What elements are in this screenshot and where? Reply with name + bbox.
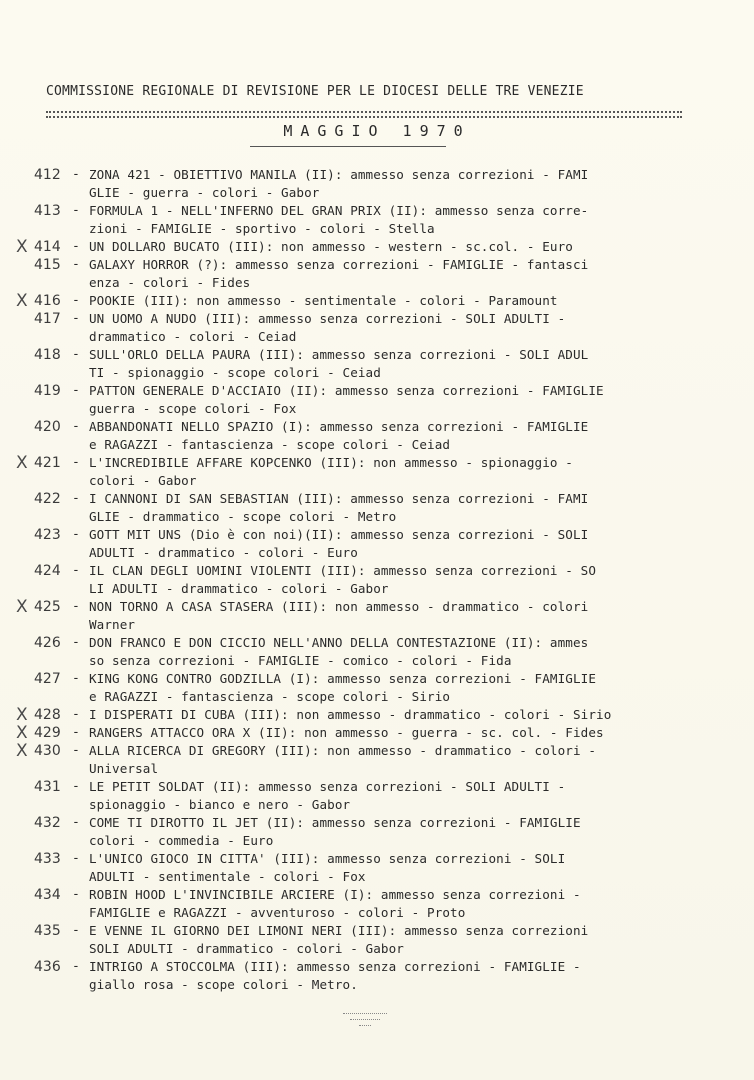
handwritten-x-mark: X [16,453,28,473]
entry-dash: - [72,815,80,830]
entry-number: 436 [34,959,61,975]
entry-number: 434 [34,887,61,903]
entry-dash: - [72,455,80,470]
entry-number: 416 [34,293,61,309]
entry-text: ABBANDONATI NELLO SPAZIO (I): ammesso senza correzioni - FAMIGLIE e RAGAZZI - fantascienza - scope colori - Ceiad [89,419,589,452]
entry-dash: - [72,923,80,938]
entry-number: 427 [34,671,61,687]
entry-text: ALLA RICERCA DI GREGORY (III): non ammesso - drammatico - colori - Universal [89,743,597,776]
entry-text: L'INCREDIBILE AFFARE KOPCENKO (III): non ammesso - spionaggio - colori - Gabor [89,455,573,488]
entry-number: 419 [34,383,61,399]
entry-text: FORMULA 1 - NELL'INFERNO DEL GRAN PRIX (II): ammesso senza corre- zioni - FAMIGLIE - sportivo - colori - Stella [89,203,589,236]
title-rule [46,116,682,118]
entry-text: L'UNICO GIOCO IN CITTA' (III): ammesso senza correzioni - SOLI ADULTI - sentimentale - colori - Fox [89,851,566,884]
document-title: COMMISSIONE REGIONALE DI REVISIONE PER LE DIOCESI DELLE TRE VENEZIE [46,84,584,99]
entry-dash: - [72,527,80,542]
entry-text: I DISPERATI DI CUBA (III): non ammesso - drammatico - colori - Sirio [89,707,612,722]
entry-dash: - [72,203,80,218]
entry-dash: - [72,671,80,686]
handwritten-x-mark: X [16,705,28,725]
entry-number: 423 [34,527,61,543]
entry-number: 435 [34,923,61,939]
entry-dash: - [72,635,80,650]
entry-text: I CANNONI DI SAN SEBASTIAN (III): ammesso senza correzioni - FAMI GLIE - drammatico - scope colori - Metro [89,491,589,524]
entry-number: 429 [34,725,61,741]
entry-number: 412 [34,167,61,183]
entry-text: E VENNE IL GIORNO DEI LIMONI NERI (III): ammesso senza correzioni SOLI ADULTI - drammatico - colori - Gabor [89,923,589,956]
entry-number: 418 [34,347,61,363]
entry-text: INTRIGO A STOCCOLMA (III): ammesso senza correzioni - FAMIGLIE - giallo rosa - scope colori - Metro. [89,959,581,992]
entry-text: KING KONG CONTRO GODZILLA (I): ammesso senza correzioni - FAMIGLIE e RAGAZZI - fantascienza - scope colori - Sirio [89,671,597,704]
entry-text: POOKIE (III): non ammesso - sentimentale - colori - Paramount [89,293,558,308]
entry-dash: - [72,563,80,578]
entry-text: COME TI DIROTTO IL JET (II): ammesso senza correzioni - FAMIGLIE colori - commedia - Euro [89,815,581,848]
entry-text: IL CLAN DEGLI UOMINI VIOLENTI (III): ammesso senza correzioni - SO LI ADULTI - drammatico - colori - Gabor [89,563,597,596]
entry-dash: - [72,347,80,362]
entry-text: GOTT MIT UNS (Dio è con noi)(II): ammesso senza correzioni - SOLI ADULTI - drammatico - colori - Euro [89,527,589,560]
entry-dash: - [72,293,80,308]
title-rule [46,111,682,113]
month-underline [250,146,446,147]
entry-dash: - [72,887,80,902]
entry-dash: - [72,599,80,614]
entry-number: 424 [34,563,61,579]
entry-text: NON TORNO A CASA STASERA (III): non ammesso - drammatico - colori Warner [89,599,589,632]
entry-dash: - [72,851,80,866]
entry-dash: - [72,383,80,398]
entry-text: ROBIN HOOD L'INVINCIBILE ARCIERE (I): ammesso senza correzioni - FAMIGLIE e RAGAZZI - avventuroso - colori - Proto [89,887,581,920]
entry-dash: - [72,959,80,974]
entry-dash: - [72,239,80,254]
entry-dash: - [72,779,80,794]
handwritten-x-mark: X [16,597,28,617]
entry-dash: - [72,725,80,740]
entry-number: 425 [34,599,61,615]
entry-text: UN UOMO A NUDO (III): ammesso senza correzioni - SOLI ADULTI - drammatico - colori - Ceiad [89,311,566,344]
entry-text: GALAXY HORROR (?): ammesso senza correzioni - FAMIGLIE - fantasci enza - colori - Fides [89,257,589,290]
entry-text: SULL'ORLO DELLA PAURA (III): ammesso senza correzioni - SOLI ADUL TI - spionaggio - scope colori - Ceiad [89,347,589,380]
entry-dash: - [72,167,80,182]
entry-text: ZONA 421 - OBIETTIVO MANILA (II): ammesso senza correzioni - FAMI GLIE - guerra - colori - Gabor [89,167,589,200]
entry-number: 417 [34,311,61,327]
entry-text: RANGERS ATTACCO ORA X (II): non ammesso - guerra - sc. col. - Fides [89,725,604,740]
entry-dash: - [72,257,80,272]
handwritten-x-mark: X [16,741,28,761]
entry-number: 422 [34,491,61,507]
entry-number: 414 [34,239,61,255]
footer-marks [335,1013,395,1031]
entry-text: UN DOLLARO BUCATO (III): non ammesso - western - sc.col. - Euro [89,239,573,254]
entry-number: 428 [34,707,61,723]
month-heading: MAGGIO 1970 [283,122,471,140]
entry-dash: - [72,419,80,434]
entry-number: 421 [34,455,61,471]
entry-number: 430 [34,743,61,759]
entry-number: 431 [34,779,61,795]
entry-number: 415 [34,257,61,273]
entry-text: DON FRANCO E DON CICCIO NELL'ANNO DELLA CONTESTAZIONE (II): ammes so senza correzioni - FAMIGLIE - comico - colori - Fida [89,635,589,668]
entry-dash: - [72,491,80,506]
entry-number: 432 [34,815,61,831]
entry-text: LE PETIT SOLDAT (II): ammesso senza correzioni - SOLI ADULTI - spionaggio - bianco e nero - Gabor [89,779,566,812]
entry-number: 433 [34,851,61,867]
entry-number: 420 [34,419,61,435]
handwritten-x-mark: X [16,237,28,257]
entry-dash: - [72,707,80,722]
entry-dash: - [72,311,80,326]
entry-dash: - [72,743,80,758]
entry-text: PATTON GENERALE D'ACCIAIO (II): ammesso senza correzioni - FAMIGLIE guerra - scope colori - Fox [89,383,604,416]
handwritten-x-mark: X [16,291,28,311]
handwritten-x-mark: X [16,723,28,743]
entry-number: 426 [34,635,61,651]
entry-number: 413 [34,203,61,219]
